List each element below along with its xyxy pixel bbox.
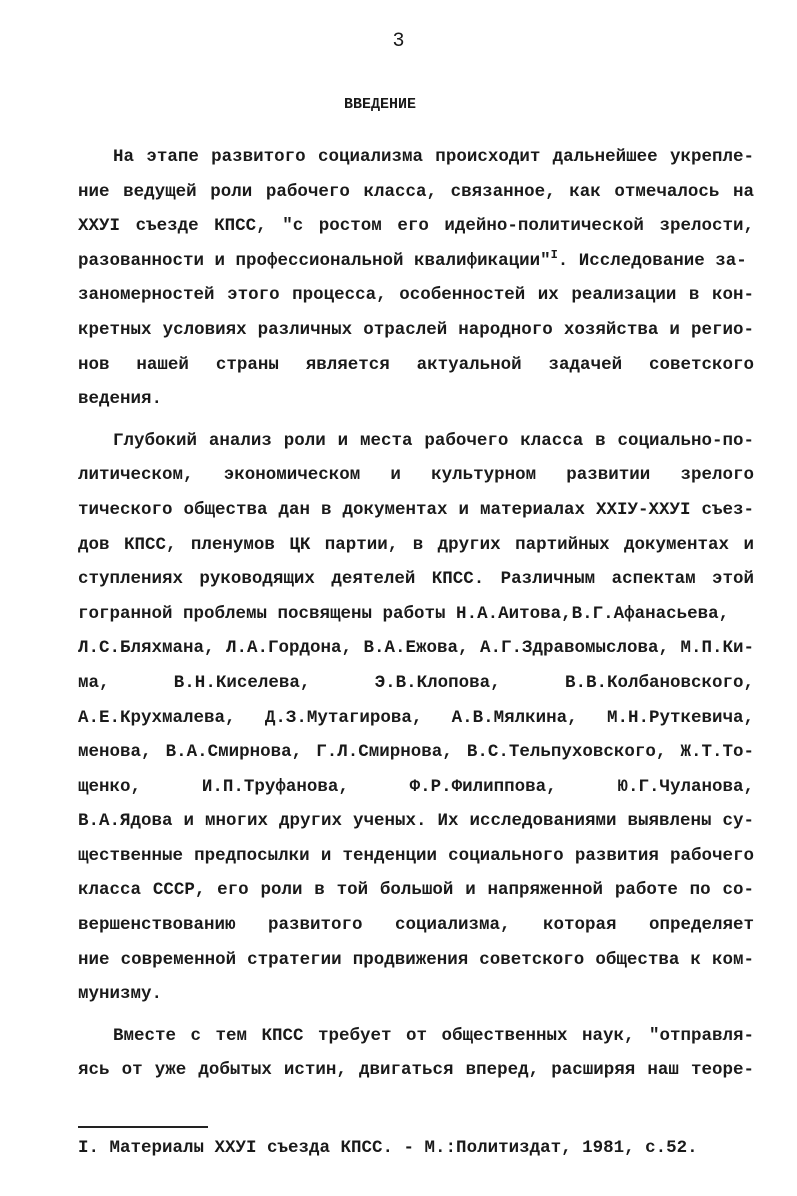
text-line: вершенствованию развитого социализма, которая определяет (78, 915, 754, 936)
text-line: ведения. (78, 389, 163, 410)
text-line: ступлениях руководящих деятелей КПСС. Различным аспектам этой (78, 569, 754, 590)
footnote: I. Материалы XXУI съезда КПСС. - М.:Политиздат, 1981, с.52. (78, 1138, 698, 1158)
text-line: ма, В.Н.Киселева, Э.В.Клопова, В.В.Колбановского, (78, 672, 754, 693)
text-line: Глубокий анализ роли и места рабочего класса в социально-по- (113, 430, 754, 451)
text-line: гогранной проблемы посвящены работы Н.А.Аитова,В.Г.Афанасьева, (78, 603, 730, 624)
text-line: Л.С.Бляхмана, Л.А.Гордона, В.А.Ежова, А.Г.Здравомыслова, М.П.Ки- (78, 638, 754, 659)
text-line: дов КПСС, пленумов ЦК партии, в других партийных документах и (78, 534, 754, 555)
page-number: 3 (392, 30, 405, 53)
text-line: щественные предпосылки и тенденции социального развития рабочего (78, 845, 754, 866)
text-line: ясь от уже добытых истин, двигаться вперед, расширяя наш теоре- (78, 1060, 754, 1081)
text-line: На этапе развитого социализма происходит дальнейшее укрепле- (113, 147, 754, 167)
paragraph-1 (78, 140, 754, 417)
text-segment: разованности и профессиональной квалификации" (78, 250, 551, 271)
text-line: класса СССР, его роли в той большой и напряженной работе по со- (78, 880, 754, 901)
text-line (78, 244, 754, 279)
footnote-divider (78, 1126, 208, 1128)
section-title: ВВЕДЕНИЕ (343, 96, 416, 113)
body-text (78, 140, 754, 1088)
text-line: мунизму. (78, 984, 163, 1005)
text-line: литическом, экономическом и культурном развитии зрелого (78, 465, 754, 486)
text-line: В.А.Ядова и многих других ученых. Их исследованиями выявлены су- (78, 811, 754, 832)
text-line: кретных условиях различных отраслей народного хозяйства и регио- (78, 319, 754, 340)
text-line: щенко, И.П.Труфанова, Ф.Р.Филиппова, Ю.Г.Чуланова, (78, 776, 754, 797)
text-line: ние ведущей роли рабочего класса, связанное, как отмечалось на (78, 181, 754, 202)
text-line: XXУI съезде КПСС, "с ростом его идейно-политической зрелости, (78, 216, 754, 237)
text-segment: . Исследование за- (557, 250, 747, 271)
text-line: нов нашей страны является актуальной задачей советского (78, 354, 754, 375)
text-line: Вместе с тем КПСС требует от общественных наук, "отправля- (113, 1025, 754, 1046)
paragraph-3 (78, 1019, 754, 1088)
text-line: менова, В.А.Смирнова, Г.Л.Смирнова, В.С.Тельпуховского, Ж.Т.То- (78, 742, 754, 763)
footnote-mark: I (550, 247, 558, 262)
text-line: тического общества дан в документах и материалах XXIУ-XXУI съез- (78, 499, 754, 520)
paragraph-2 (78, 424, 754, 1012)
text-line: ние современной стратегии продвижения советского общества к ком- (78, 949, 754, 970)
text-line: заномерностей этого процесса, особенностей их реализации в кон- (78, 285, 754, 306)
text-line: А.Е.Крухмалева, Д.З.Мутагирова, А.В.Мялкина, М.Н.Руткевича, (78, 707, 754, 728)
